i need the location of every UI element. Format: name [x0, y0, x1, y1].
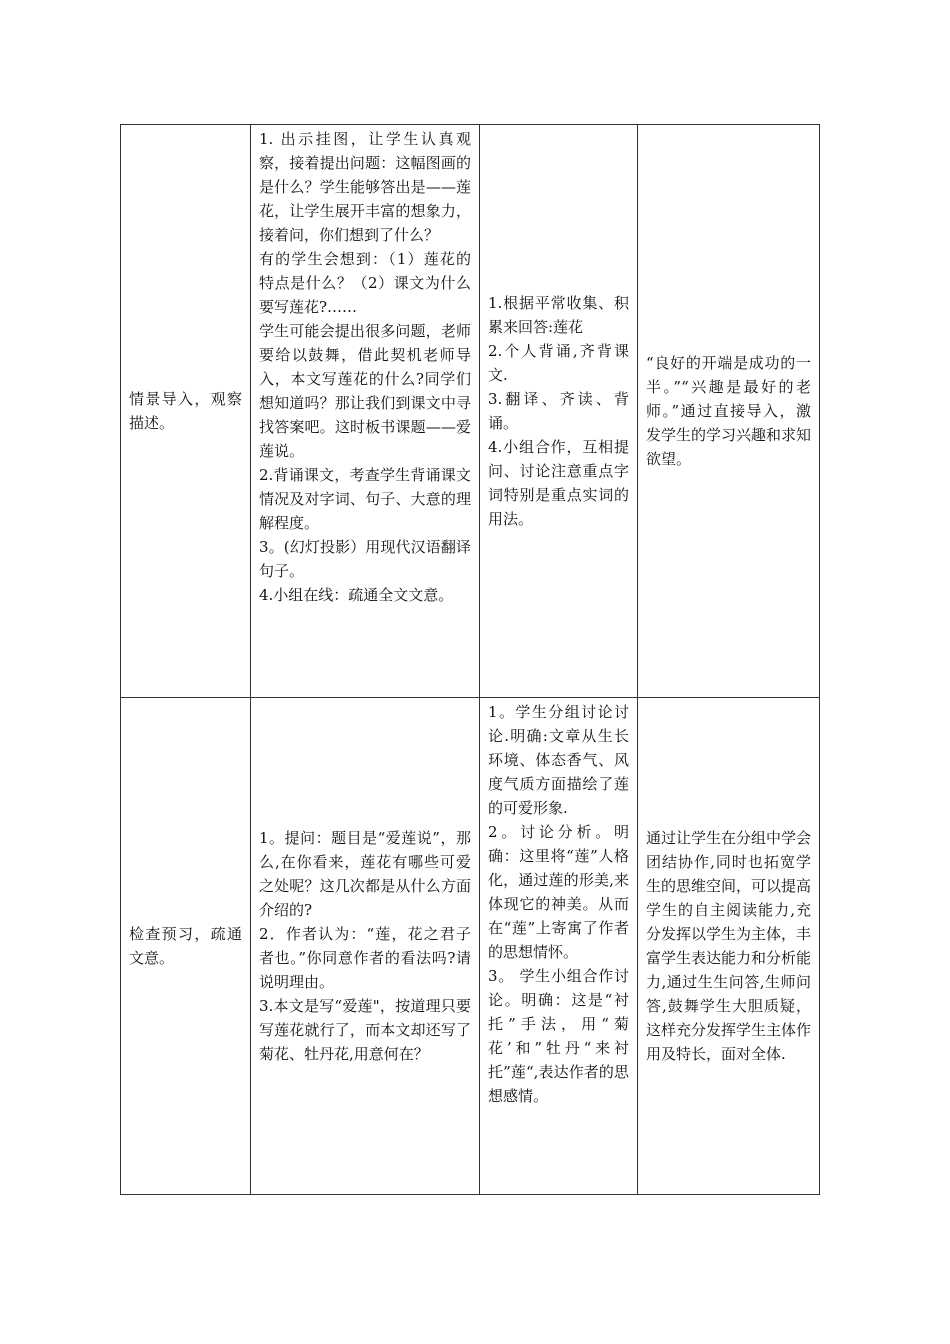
- teacher-paragraph: 有的学生会想到：（1）莲花的特点是什么？（2）课文为什么要写莲花?……: [259, 250, 471, 316]
- teacher-paragraph: 3.本文是写“爱莲"，按道理只要写莲花就行了，而本文却还写了菊花、牡丹花,用意何在？: [259, 997, 471, 1063]
- table-row: [121, 698, 820, 1195]
- student-paragraph: 1。学生分组讨论讨论.明确:文章从生长环境、体态香气、风度气质方面描绘了莲的可爱形象.: [488, 703, 629, 817]
- teacher-paragraph: 学生可能会提出很多问题，老师要给以鼓舞，借此契机老师导入，本文写莲花的什么?同学们想知道吗？那让我们到课文中寻找答案吧。这时板书课题——爱莲说。: [259, 322, 471, 460]
- stage-text: 检查预习，疏通文意。: [129, 925, 242, 967]
- intent-paragraph: 通过让学生在分组中学会团结协作,同时也拓宽学生的思维空间，可以提高学生的自主阅读能力,充分发挥以学生为主体，丰富学生表达能力和分析能力,通过生生问答,生师问答,鼓舞学生大胆质疑，这样充分发挥学生主体作用及特长，面对全体.: [646, 829, 812, 1063]
- stage-cell: [121, 698, 251, 1195]
- design-intent-cell: [638, 125, 820, 698]
- teacher-activity-cell: [251, 698, 480, 1195]
- intent-paragraph: “良好的开端是成功的一半。”“兴趣是最好的老师。”通过直接导入，激发学生的学习兴趣和求知欲望。: [646, 354, 812, 468]
- student-paragraph: 4.小组合作，互相提问、讨论注意重点字词特别是重点实词的用法。: [488, 438, 629, 528]
- stage-text: 情景导入，观察描述。: [129, 390, 242, 432]
- lesson-plan-table: [120, 124, 820, 1195]
- teacher-paragraph: 4.小组在线：疏通全文文意。: [259, 586, 454, 604]
- teacher-paragraph: 2.背诵课文，考查学生背诵课文情况及对字词、句子、大意的理解程度。: [259, 466, 471, 532]
- student-paragraph: 3.翻译、齐读、背诵。: [488, 390, 629, 432]
- student-activity-cell: [480, 125, 638, 698]
- teacher-paragraph: 2．作者认为：“莲，花之君子者也。”你同意作者的看法吗?请说明理由。: [259, 925, 471, 991]
- table-row: [121, 125, 820, 698]
- student-paragraph: 3。 学生小组合作讨论。明确：这是“衬托”手法，用“菊花’和”牡丹“来衬托”莲“,表达作者的思想感情。: [488, 967, 629, 1105]
- student-activity-cell: [480, 698, 638, 1195]
- teacher-paragraph: 1。提问：题目是“爱莲说”，那么,在你看来，莲花有哪些可爱之处呢？这几次都是从什么方面介绍的?: [259, 829, 471, 919]
- student-paragraph: 2。讨论分析。明确：这里将“莲”人格化，通过莲的形美,来体现它的神美。从而在“莲”上寄寓了作者的思想情怀。: [488, 823, 629, 961]
- design-intent-cell: [638, 698, 820, 1195]
- teacher-paragraph: 1. 出示挂图，让学生认真观察，接着提出问题：这幅图画的是什么？学生能够答出是——莲花，让学生展开丰富的想象力，接着问，你们想到了什么？: [259, 130, 471, 244]
- student-paragraph: 2.个人背诵,齐背课文.: [488, 342, 629, 384]
- teacher-paragraph: 3。(幻灯投影）用现代汉语翻译句子。: [259, 538, 471, 580]
- stage-cell: [121, 125, 251, 698]
- student-paragraph: 1.根据平常收集、积累来回答:莲花: [488, 294, 629, 336]
- teacher-activity-cell: [251, 125, 480, 698]
